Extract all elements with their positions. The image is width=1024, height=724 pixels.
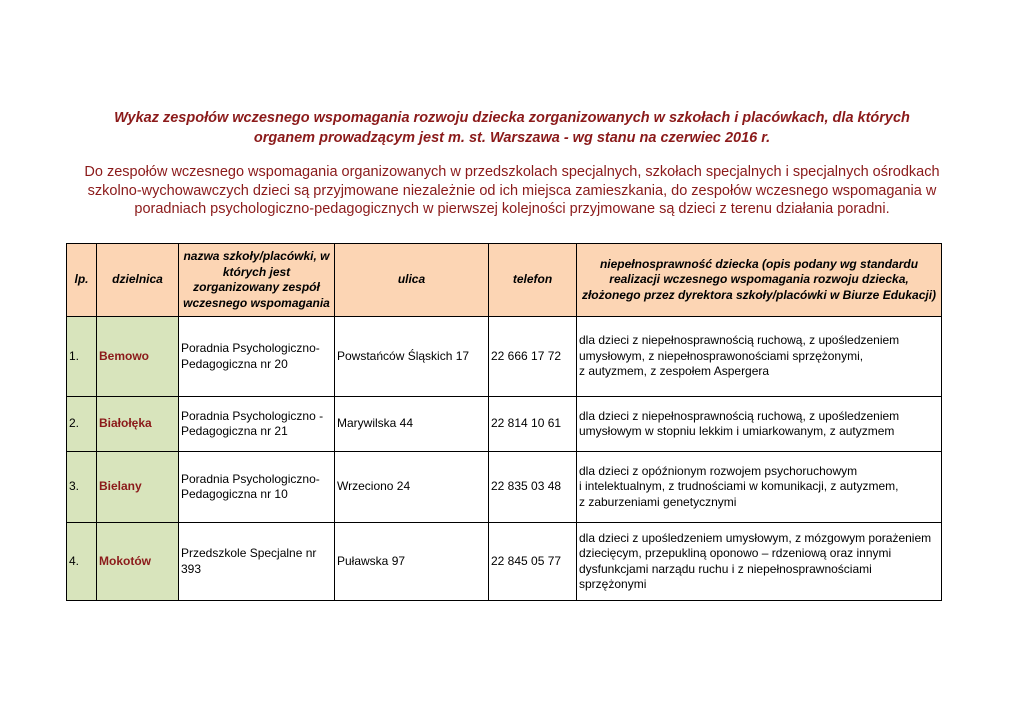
cell-lp: 4. (67, 523, 97, 601)
disability-line: i intelektualnym, z trudnościami w komunikacji, z autyzmem, (579, 479, 899, 494)
disability-line: dysfunkcjami narządu ruchu i z niepełnosprawnościami (579, 561, 872, 576)
table-header-row (67, 244, 942, 317)
cell-lp: 2. (67, 397, 97, 452)
disability-line: dziecięcym, przepukliną oponowo – rdzeniową oraz innymi (579, 546, 892, 560)
header-district: dzielnica (97, 244, 179, 317)
cell-institution: Przedszkole Specjalne nr 393 (179, 523, 335, 601)
cell-lp: 3. (67, 452, 97, 523)
disability-line: z zaburzeniami genetycznymi (579, 494, 737, 509)
cell-district: Bemowo (97, 317, 179, 397)
cell-phone: 22 835 03 48 (489, 452, 577, 523)
cell-disability (577, 452, 942, 523)
intro-line: szkolno-wychowawczych dzieci są przyjmowane niezależnie od ich miejsca zamieszkania, do zespołów wczesnego wspomagania w (87, 182, 937, 199)
intro-line: poradniach psychologiczno-pedagogicznych w pierwszej kolejności przyjmowane są dzieci z terenu działania poradni. (134, 201, 890, 217)
intro-line: Do zespołów wczesnego wspomagania organizowanych w przedszkolach specjalnych, szkołach specjalnych i specjalnych ośrodkach (84, 164, 940, 180)
cell-street: Powstańców Śląskich 17 (335, 317, 489, 397)
header-institution: nazwa szkoły/placówki, w których jest zorganizowany zespół wczesnego wspomagania (179, 244, 335, 317)
cell-street: Marywilska 44 (335, 397, 489, 452)
intro-paragraph (50, 163, 974, 219)
cell-phone: 22 814 10 61 (489, 397, 577, 452)
cell-lp: 1. (67, 317, 97, 397)
disability-line: dla dzieci z opóźnionym rozwojem psychoruchowym (579, 463, 858, 478)
cell-district: Bielany (97, 452, 179, 523)
table-row (67, 397, 942, 452)
table-row (67, 317, 942, 397)
document-title (60, 108, 964, 148)
disability-line: umysłowym, z niepełnosprawonościami sprzężonymi, (579, 348, 864, 363)
cell-institution: Poradnia Psychologiczno-Pedagogiczna nr 10 (179, 452, 335, 523)
cell-disability (577, 523, 942, 601)
teams-table (66, 243, 942, 601)
header-disability: niepełnosprawność dziecka (opis podany wg standardu realizacji wczesnego wspomagania rozwoju dziecka, złożonego przez dyrektora szkoły/placówki w Biurze Edukacji) (577, 244, 942, 317)
cell-disability (577, 317, 942, 397)
disability-line: dla dzieci z upośledzeniem umysłowym, z mózgowym porażeniem (579, 530, 932, 545)
cell-street: Puławska 97 (335, 523, 489, 601)
disability-line: dla dzieci z niepełnosprawnością ruchową, z upośledzeniem (579, 408, 900, 423)
cell-institution: Poradnia Psychologiczno-Pedagogiczna nr 20 (179, 317, 335, 397)
title-line: Wykaz zespołów wczesnego wspomagania rozwoju dziecka zorganizowanych w szkołach i placówkach, dla których (114, 110, 910, 126)
cell-street: Wrzeciono 24 (335, 452, 489, 523)
table-row (67, 523, 942, 601)
title-line: organem prowadzącym jest m. st. Warszawa - wg stanu na czerwiec 2016 r. (253, 130, 771, 146)
cell-phone: 22 845 05 77 (489, 523, 577, 601)
table-row (67, 452, 942, 523)
header-phone: telefon (489, 244, 577, 317)
header-street: ulica (335, 244, 489, 317)
disability-line: z autyzmem, z zespołem Aspergera (579, 364, 770, 379)
disability-line: umysłowym w stopniu lekkim i umiarkowanym, z autyzmem (579, 424, 895, 438)
cell-phone: 22 666 17 72 (489, 317, 577, 397)
cell-district: Białołęka (97, 397, 179, 452)
cell-district: Mokotów (97, 523, 179, 601)
cell-institution: Poradnia Psychologiczno - Pedagogiczna nr 21 (179, 397, 335, 452)
cell-disability (577, 397, 942, 452)
header-lp: lp. (67, 244, 97, 317)
disability-line: sprzężonymi (579, 577, 647, 591)
disability-line: dla dzieci z niepełnosprawnością ruchową, z upośledzeniem (579, 333, 900, 348)
